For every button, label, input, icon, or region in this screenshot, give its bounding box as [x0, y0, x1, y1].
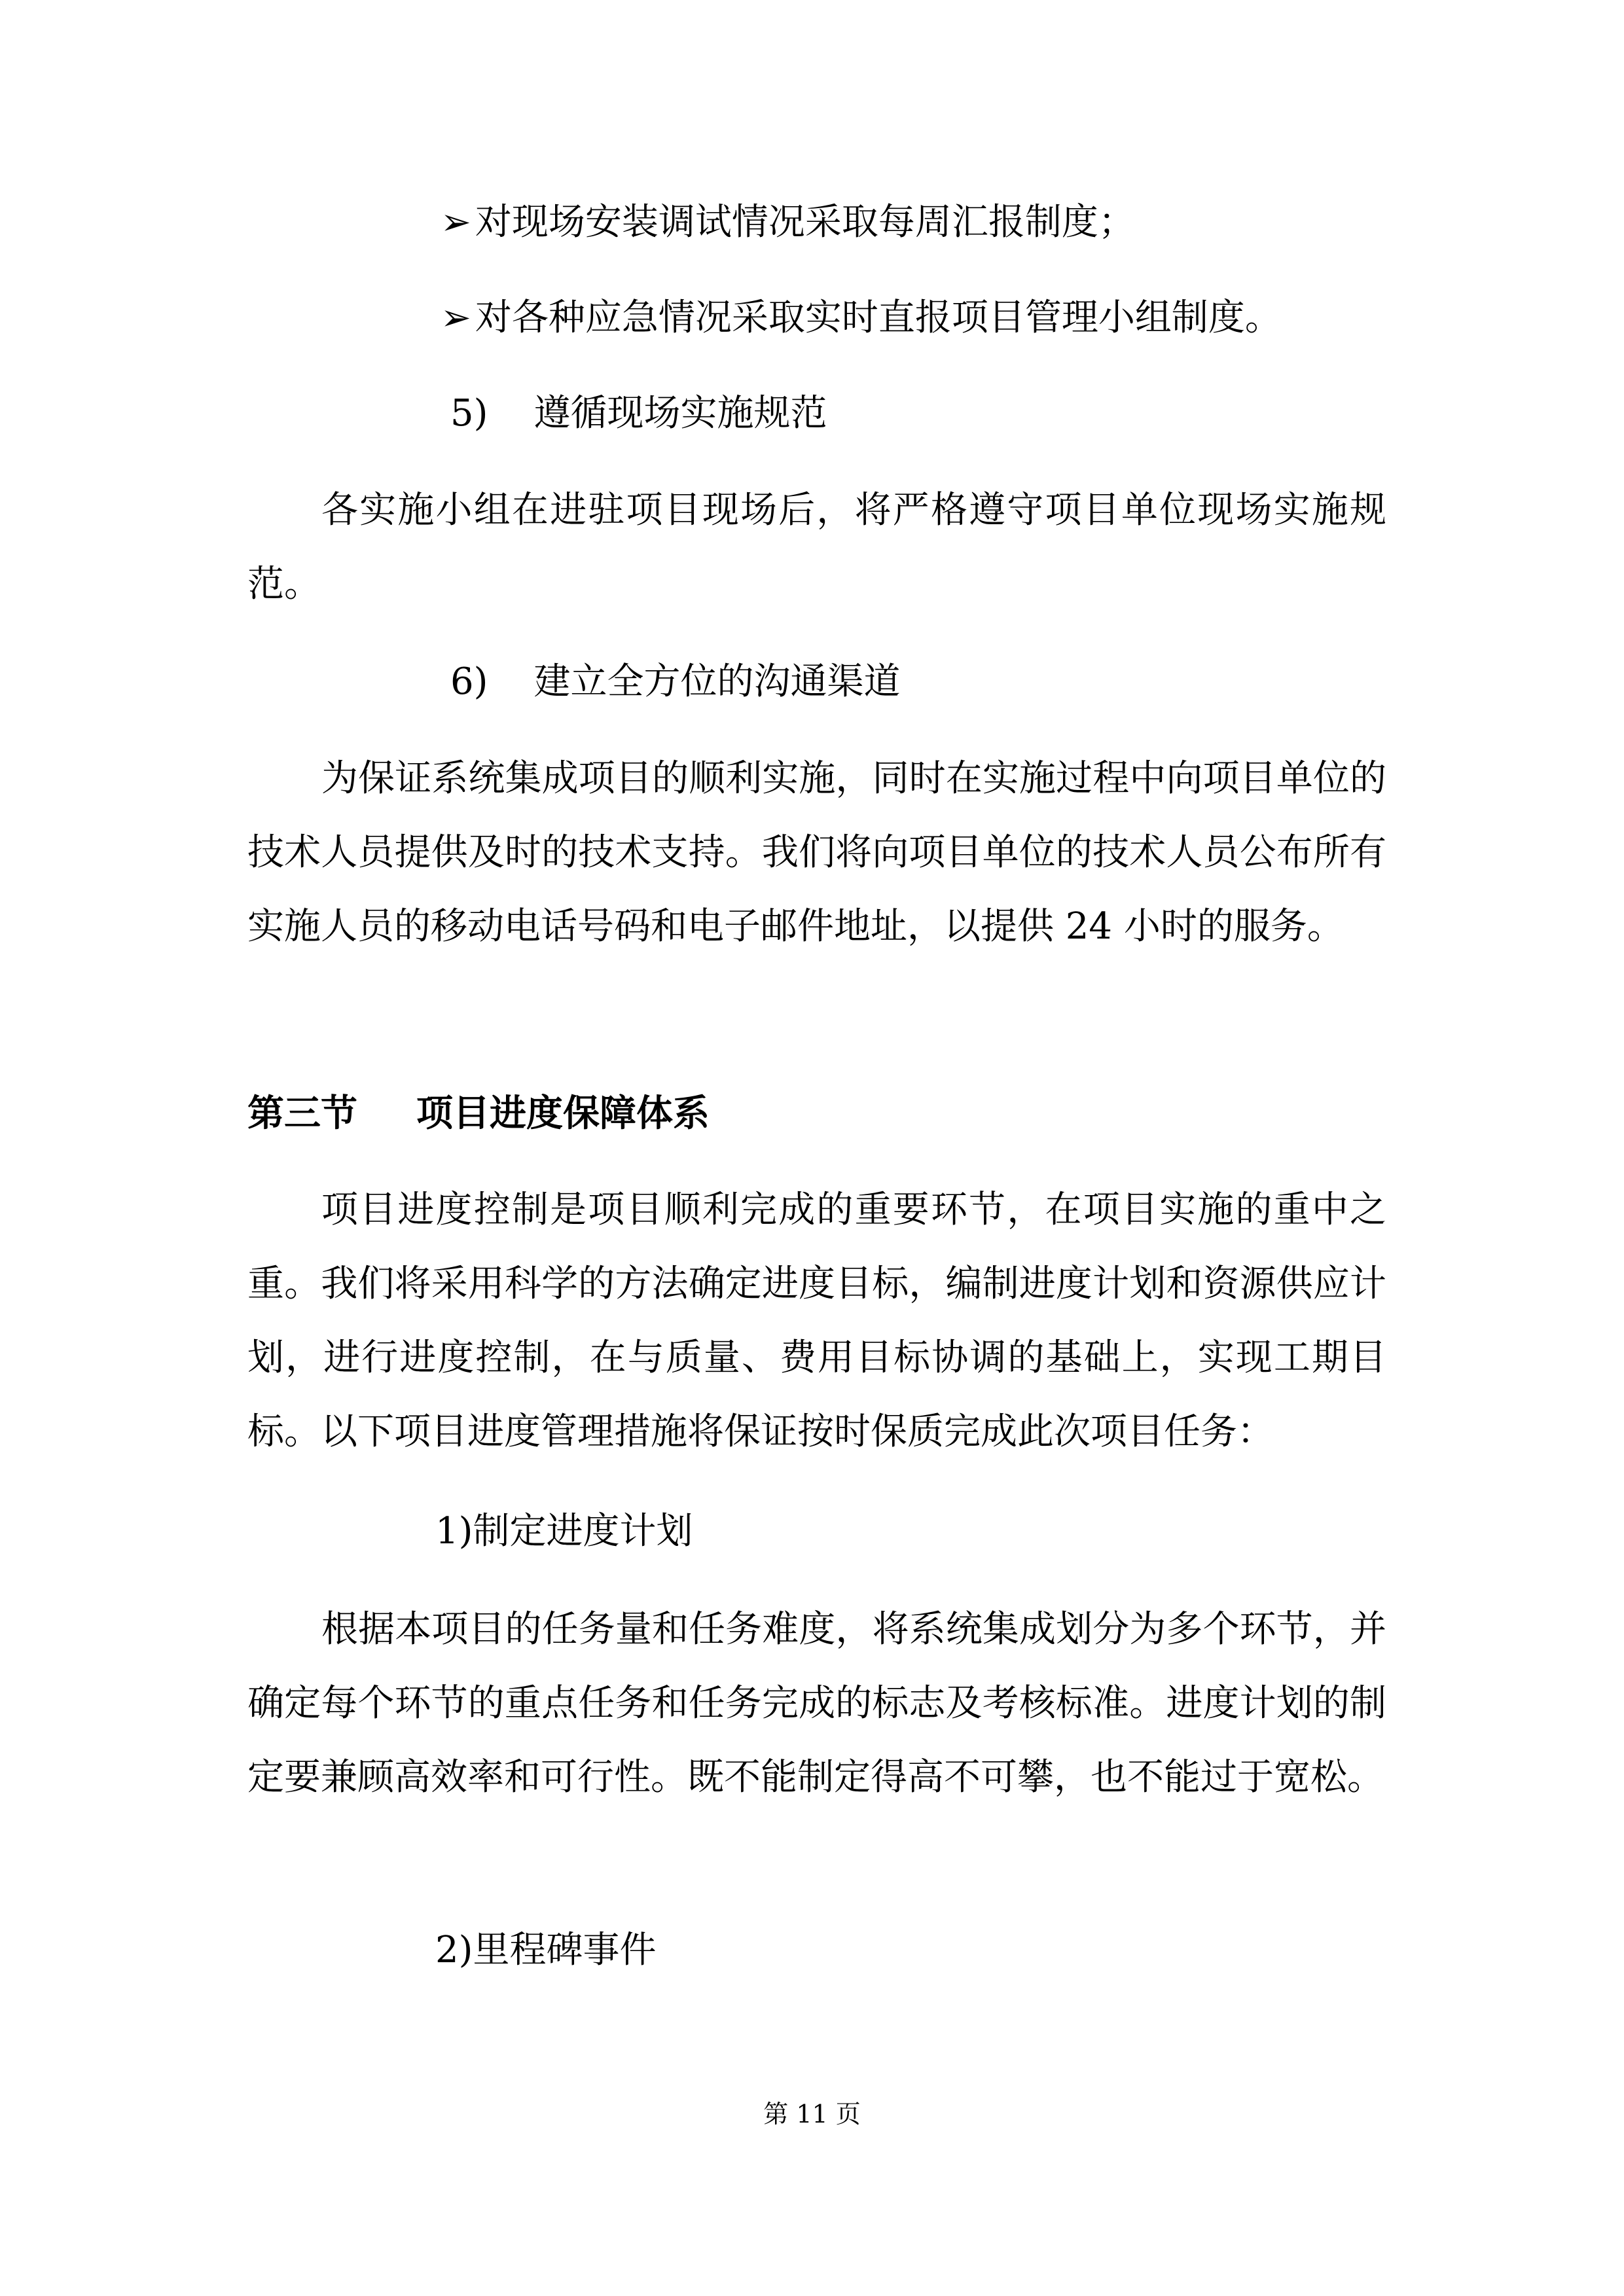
item-number: 6) [450, 660, 488, 703]
bullet-text: 对现场安装调试情况采取每周汇报制度； [475, 201, 1135, 243]
item-title: 遵循现场实施规范 [533, 392, 827, 435]
numbered-item-5 [450, 387, 827, 440]
arrow-bullet-icon: ➢ [441, 296, 471, 339]
section-title: 项目进度保障体系 [416, 1092, 710, 1135]
arrow-bullet-icon: ➢ [441, 201, 471, 243]
item-number: 5) [450, 392, 488, 435]
item-title: 建立全方位的沟通渠道 [533, 660, 901, 703]
section-label: 第三节 [247, 1092, 357, 1135]
bullet-text: 对各种应急情况采取实时直报项目管理小组制度。 [475, 296, 1282, 339]
bullet-item [441, 292, 1282, 344]
paragraph-site-standards: 各实施小组在进驻项目现场后，将严格遵守项目单位现场实施规范。 [247, 489, 1386, 605]
paragraph-schedule-plan: 根据本项目的任务量和任务难度，将系统集成划分为多个环节，并确定每个环节的重点任务和任务完成的标志及考核标准。进度计划的制定要兼顾高效率和可行性。既不能制定得高不可攀，也不能过于宽松。 [247, 1608, 1386, 1799]
section-heading [247, 1088, 710, 1140]
bullet-item [441, 196, 1135, 249]
paragraph-communication: 为保证系统集成项目的顺利实施，同时在实施过程中向项目单位的技术人员提供及时的技术支持。我们将向项目单位的技术人员公布所有实施人员的移动电话号码和电子邮件地址，以提供 24 小时的服务。 [247, 757, 1386, 948]
sub-item-2: 2)里程碑事件 [435, 1929, 657, 1971]
numbered-item-6 [450, 656, 900, 708]
paragraph-schedule-intro: 项目进度控制是项目顺利完成的重要环节，在项目实施的重中之重。我们将采用科学的方法确定进度目标，编制进度计划和资源供应计划，进行进度控制，在与质量、费用目标协调的基础上，实现工期目标。以下项目进度管理措施将保证按时保质完成此次项目任务： [247, 1189, 1386, 1453]
page-number: 第 11 页 [763, 2100, 861, 2128]
sub-item-1: 1)制定进度计划 [435, 1510, 693, 1552]
